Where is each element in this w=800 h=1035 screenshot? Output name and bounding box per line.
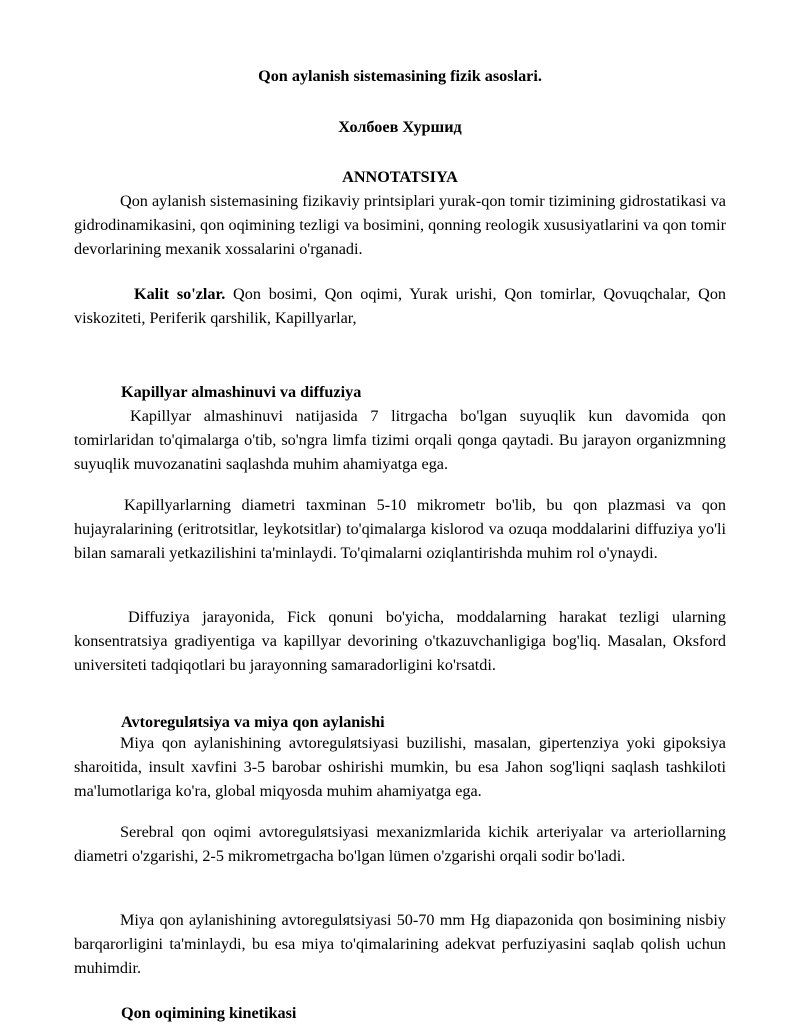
author-name: Холбоев Хуршид [338,118,462,136]
section-heading-blood-flow-kinetics: Qon oqimining kinetikasi [121,1004,297,1022]
annotation-paragraph: Qon aylanish sistemasining fizikaviy printsiplari yurak-qon tomir tizimining gidrostatikasi va gidrodinamikasini, qon oqimining tezligi va bosimini, qonning reologik xususiyatlarini va qon tomir devorlarining mexanik xossalarini o'rganadi. [74,192,726,258]
section-heading-autoregulation: Avtoregulяtsiya va miya qon aylanishi [121,713,385,731]
document-title: Qon aylanish sistemasining fizik asoslari. [258,67,542,85]
keywords-list: Qon bosimi, Qon oqimi, Yurak urishi, Qon tomirlar, Qovuqchalar, Qon viskoziteti, Periferik qarshilik, Kapillyarlar, [74,285,727,327]
section-paragraph: Miya qon aylanishining avtoregulяtsiyasi buzilishi, masalan, gipertenziya yoki gipoksiya sharoitida, insult xavfini 3-5 barobar oshirishi mumkin, bu esa Jahon sog'liqni saqlash tashkiloti ma'lumotlariga ko'ra, global miqyosda muhim ahamiyatga ega. [74,734,726,800]
section-paragraph: Serebral qon oqimi avtoregulяtsiyasi mexanizmlarida kichik arteriyalar va arteriollarning diametri o'zgarishi, 2-5 mikrometrgacha bo'lgan lümen o'zgarishi orqali sodir bo'ladi. [74,823,726,865]
section-heading-capillary-exchange: Kapillyar almashinuvi va diffuziya [121,383,362,401]
section-paragraph: Miya qon aylanishining avtoregulяtsiyasi 50-70 mm Hg diapazonida qon bosimining nisbiy barqarorligini ta'minlaydi, bu esa miya to'qimalarining adekvat perfuziyasini saqlab qolish uchun muhimdir. [74,911,726,977]
document-page [74,0,726,1035]
keywords-label: Kalit so'zlar. [134,285,226,303]
annotation-heading: ANNOTATSIYA [342,168,458,186]
keywords-paragraph [74,282,726,330]
section-paragraph: Diffuziya jarayonida, Fick qonuni bo'yicha, moddalarning harakat tezligi ularning konsentratsiya gradiyentiga va kapillyar devorining o'tkazuvchanligiga bog'liq. Masalan, Oksford universiteti tadqiqotlari bu jarayonning samaradorligini ko'rsatdi. [74,608,726,674]
section-paragraph: Kapillyar almashinuvi natijasida 7 litrgacha bo'lgan suyuqlik kun davomida qon tomirlaridan to'qimalarga o'tib, so'ngra limfa tizimi orqali qonga qaytadi. Bu jarayon organizmning suyuqlik muvozanatini saqlashda muhim ahamiyatga ega. [74,407,726,473]
section-paragraph: Kapillyarlarning diametri taxminan 5-10 mikrometr bo'lib, bu qon plazmasi va qon hujayralarining (eritrotsitlar, leykotsitlar) to'qimalarga kislorod va ozuqa moddalarini diffuziya yo'li bilan samarali yetkazilishini ta'minlaydi. To'qimalarni oziqlantirishda muhim rol o'ynaydi. [74,496,726,562]
